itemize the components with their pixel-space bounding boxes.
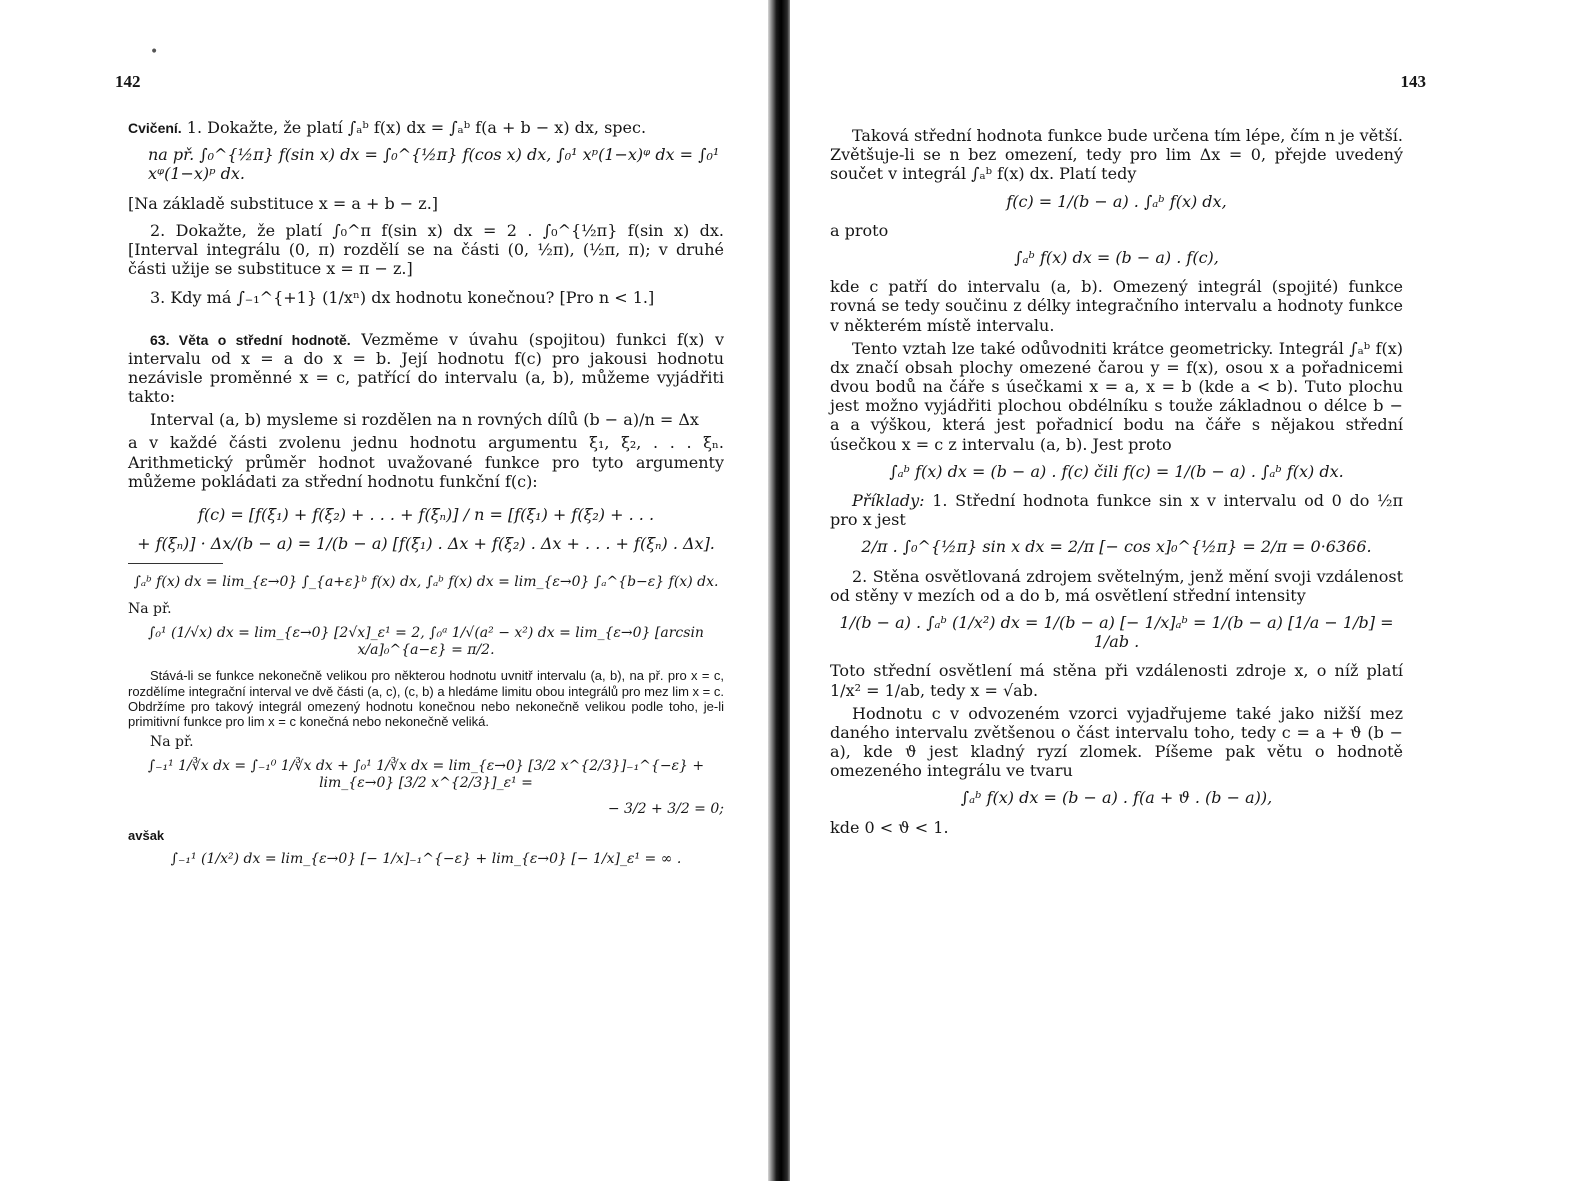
- equation-1: f(c) = 1/(b − a) . ∫ₐᵇ f(x) dx,: [1006, 191, 1227, 211]
- page-number: 143: [1400, 72, 1426, 91]
- footnote: [128, 574, 724, 867]
- exercise-1-equation: na př. ∫₀^{½π} f(sin x) dx = ∫₀^{½π} f(cos x) dx, ∫₀¹ xᵖ(1−x)ᵠ dx = ∫₀¹ xᵠ(1−x)ᵖ dx.: [148, 145, 720, 184]
- footnote-limit-equation: ∫ₐᵇ f(x) dx = lim_{ε→0} ∫_{a+ε}ᵇ f(x) dx, ∫ₐᵇ f(x) dx = lim_{ε→0} ∫ₐ^{b−ε} f(x) dx.: [133, 574, 719, 591]
- footnote-example-equation: ∫₀¹ (1/√x) dx = lim_{ε→0} [2√x]_ε¹ = 2, ∫₀ᵃ 1/√(a² − x²) dx = lim_{ε→0} [arcsin x/a]₀^{a−ε} = π/2.: [148, 625, 704, 658]
- footnote-example-label-2: Na př.: [150, 733, 194, 750]
- paragraph-4: Toto střední osvětlení má stěna při vzdálenosti zdroje x, o níž platí 1/x² = 1/ab, tedy x = √ab.: [830, 661, 1403, 700]
- exercise-2: 2. Dokažte, že platí ∫₀^π f(sin x) dx = 2 . ∫₀^{½π} f(sin x) dx. [Interval integrálu (0, π) rozdělí se na části (0, ½π), (½π, π); v druhé části užije se substituce x = π − z.]: [128, 220, 725, 279]
- right-page: [790, 0, 1594, 1181]
- footnote-text: Stává-li se funkce nekonečně velikou pro některou hodnotu uvnitř intervalu (a, b), na př. pro x = c, rozdělíme integrační interval ve dvě části (a, c), (c, b) a hledáme limitu obou integrálů pro mez lim x = c. Obdržíme pro takový integrál omezený hodnotu konečnou nebo nekonečně velikou podle toho, je-li primitivní funkce pro lim x = c konečná nebo nekonečně veliká.: [128, 668, 724, 730]
- footnote-example-equation-2a: ∫₋₁¹ 1/∛x dx = ∫₋₁⁰ 1/∛x dx + ∫₀¹ 1/∛x dx = lim_{ε→0} [3/2 x^{2/3}]₋₁^{−ε} + lim_{ε→0} [3/2 x^{2/3}]_ε¹ =: [147, 758, 705, 791]
- mean-value-equation-1: f(c) = [f(ξ₁) + f(ξ₂) + . . . + f(ξₙ)] / n = [f(ξ₁) + f(ξ₂) + . . .: [197, 505, 655, 524]
- footnote-avsak: avšak: [128, 827, 165, 843]
- exercise-1-hint: [Na základě substituce x = a + b − z.]: [128, 193, 439, 213]
- paragraph-3: Tento vztah lze také odůvodniti krátce geometricky. Integrál ∫ₐᵇ f(x) dx značí obsah plochy omezené čarou y = f(x), osou x a pořadnicemi dvou bodů na čáře s úsečkami x = a, x = b (kde a < b). Tuto plochu jest možno vyjádřiti plochou obdélníku s touže základnou o délce b − a a výškou, která jest pořadnicí bodu na čáře s nějakou střední úsečkou x = c z intervalu (a, b). Jest proto: [830, 338, 1403, 454]
- paragraph-1: Taková střední hodnota funkce bude určena tím lépe, čím n je větší. Zvětšuje-li se n bez omezení, tedy pro lim Δx = 0, přejde uvedený součet v integrál ∫ₐᵇ f(x) dx. Platí tedy: [830, 126, 1403, 184]
- section-title: 63. Věta o střední hodnotě.: [150, 331, 351, 348]
- exercises-label: Cvičení.: [128, 120, 182, 136]
- page-number: 142: [115, 72, 141, 91]
- paragraph-2: kde c patří do intervalu (a, b). Omezený integrál (spojité) funkce rovná se tedy součinu z délky integračního intervalu a hodnoty funkce v některém místě intervalu.: [830, 277, 1403, 335]
- example-1: 1. Střední hodnota funkce sin x v intervalu od 0 do ½π pro x jest: [830, 491, 1403, 530]
- paragraph-6: kde 0 < ϑ < 1.: [830, 817, 949, 837]
- paragraph-5: Hodnotu c v odvozeném vzorci vyjadřujeme také jako nižší mez daného intervalu zvětšenou o část intervalu toho, tedy c = a + ϑ (b − a), kde ϑ jest kladný ryzí zlomek. Píšeme pak větu o hodnotě omezeného integrálu ve tvaru: [830, 703, 1403, 781]
- equation-3: ∫ₐᵇ f(x) dx = (b − a) . f(c) čili f(c) = 1/(b − a) . ∫ₐᵇ f(x) dx.: [889, 461, 1344, 481]
- right-page-content: [830, 126, 1403, 841]
- footnote-example-equation-3: ∫₋₁¹ (1/x²) dx = lim_{ε→0} [− 1/x]₋₁^{−ε} + lim_{ε→0} [− 1/x]_ε¹ = ∞ .: [170, 851, 682, 868]
- examples-label: Příklady:: [852, 491, 925, 510]
- section-paragraph-3: a v každé části zvolenu jednu hodnotu argumentu ξ₁, ξ₂, . . . ξₙ. Arithmetický průměr hodnot uvažované funkce pro tyto argumenty můžeme pokládati za střední hodnotu funkční f(c):: [128, 433, 724, 491]
- mean-value-equation-2: + f(ξₙ)] · Δx/(b − a) = 1/(b − a) [f(ξ₁) . Δx + f(ξ₂) . Δx + . . . + f(ξₙ) . Δx].: [137, 534, 715, 554]
- footnote-example-equation-2b: − 3/2 + 3/2 = 0;: [607, 801, 724, 818]
- equation-4: 2/π . ∫₀^{½π} sin x dx = 2/π [− cos x]₀^{½π} = 2/π = 0·6366.: [861, 537, 1372, 557]
- section-paragraph-2: Interval (a, b) mysleme si rozdělen na n rovných dílů (b − a)/n = Δx: [150, 410, 699, 430]
- example-2: 2. Stěna osvětlovaná zdrojem světelným, jenž mění svoji vzdálenost od stěny v mezích od a do b, má osvětlení střední intensity: [830, 566, 1403, 605]
- speck: •: [150, 44, 159, 60]
- left-page-content: [128, 118, 724, 878]
- equation-6: ∫ₐᵇ f(x) dx = (b − a) . f(a + ϑ . (b − a)),: [960, 788, 1273, 808]
- book-gutter: [768, 0, 792, 1181]
- equation-5: 1/(b − a) . ∫ₐᵇ (1/x²) dx = 1/(b − a) [− 1/x]ₐᵇ = 1/(b − a) [1/a − 1/b] = 1/ab .: [839, 612, 1394, 652]
- footnote-rule: [128, 563, 223, 564]
- left-page: [0, 0, 770, 1181]
- equation-2: ∫ₐᵇ f(x) dx = (b − a) . f(c),: [1014, 247, 1219, 267]
- exercise-3: 3. Kdy má ∫₋₁^{+1} (1/xⁿ) dx hodnotu konečnou? [Pro n < 1.]: [150, 288, 655, 308]
- footnote-example-label: Na př.: [128, 600, 172, 617]
- section-paragraph-1: Vezměme v úvahu (spojitou) funkci f(x) v intervalu od x = a do x = b. Její hodnotu f(c) pro jakousi hodnotu nezávisle proměnné x = c, patřící do intervalu (a, b), můžeme vyjádřiti takto:: [128, 329, 724, 407]
- a-proto: a proto: [830, 220, 889, 240]
- exercise-1: 1. Dokažte, že platí ∫ₐᵇ f(x) dx = ∫ₐᵇ f(a + b − x) dx, spec.: [186, 118, 647, 137]
